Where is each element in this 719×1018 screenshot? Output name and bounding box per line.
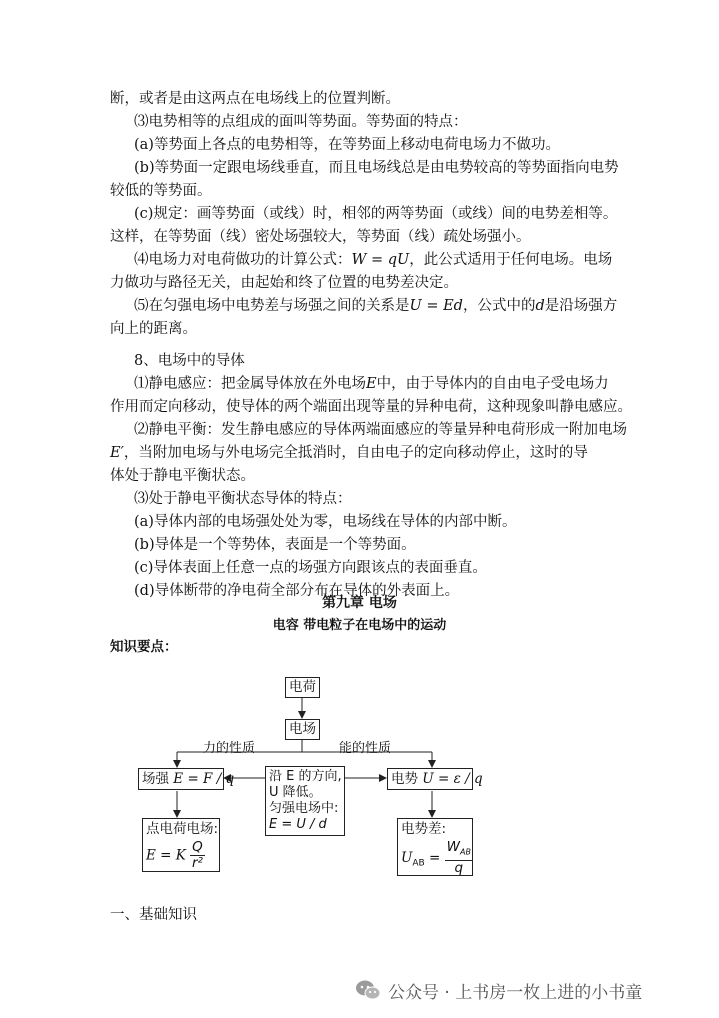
fraction-denominator: r² [191,855,203,871]
text-line: 作用而定向移动，使导体的两个端面出现等量的异种电荷，这种现象叫静电感应。 [110,399,632,415]
text-line: (b)导体是一个等势体，表面是一个等势面。 [134,537,416,553]
field-strength-formula: E = F / q [173,771,235,787]
potential-difference-label: 电势差: [401,821,447,837]
fraction-denominator: q [454,859,464,876]
diagram-node-charge: 电荷 [285,677,320,698]
uniform-field-line: 匀强电场中: [269,801,339,816]
text-line: ⑶处于静电平衡状态导体的特点： [134,491,352,507]
text-line: (c)导体表面上任意一点的场强方向跟该点的表面垂直。 [134,560,487,576]
text-line: (a)导体内部的电场强处处为零，电场线在导体的内部中断。 [134,514,517,530]
basics-heading: 一、基础知识 [110,907,197,923]
text-line: (a)等势面上各点的电势相等，在等势面上移动电荷电场力不做功。 [134,137,560,153]
distance-symbol: d [535,298,545,314]
watermark [354,975,642,1005]
potential-difference-formula [401,840,469,876]
fraction-numerator: Q [192,839,203,855]
pd-fraction [445,840,473,876]
field-symbol: E [366,376,377,392]
text-line: 这样，在等势面（线）密处场强较大，等势面（线）疏处场强小。 [110,229,531,245]
text-fragment: ，此公式适用于任何电场。电场 [409,252,613,268]
pd-numerator: W [446,839,460,855]
watermark-text: 公众号 · 上书房一枚上进的小书童 [388,982,643,1003]
uniform-field-line: 沿 E 的方向, [269,769,342,784]
text-fragment: ⑷电场力对电荷做功的计算公式： [134,252,352,268]
text-line: 向上的距离。 [110,321,197,337]
potential-formula: U = ε / q [422,771,483,787]
text-fragment: ⑴静电感应：把金属导体放在外电场 [134,376,366,392]
text-fragment: 是沿场强方 [544,298,618,314]
text-line: (b)等势面一定跟电场线垂直，而且电场线总是由电势较高的等势面指向电势 [134,160,619,176]
text-line: (c)规定：画等势面（或线）时，相邻的两等势面（或线）间的电势差相等。 [134,206,618,222]
pd-lhs-subscript: AB [412,858,425,869]
text-line: 较低的等势面。 [110,183,212,199]
text-line: (d)导体断带的净电荷全部分布在导体的外表面上。 [134,583,460,599]
section-heading: 8、电场中的导体 [134,353,245,369]
pd-equals: = [424,849,445,866]
text-line: 体处于静电平衡状态。 [110,468,255,484]
potential-label: 电势 [391,771,418,787]
pd-numerator-subscript: AB [460,847,471,857]
fraction-numerator [445,840,473,861]
uniform-field-formula: E = U / d [269,817,327,832]
text-line: ⑶电势相等的点组成的面叫等势面。等势面的特点： [134,114,468,130]
chapter-title: 第九章 电场 [322,595,397,611]
diagram-node-point-charge [142,818,220,872]
text-line: 力做功与路径无关，由起始和终了位置的电势差决定。 [110,275,458,291]
text-fragment: 中，由于导体内的自由电子受电场力 [376,376,609,392]
energy-property-label: 能的性质 [339,741,392,756]
potential-difference-formula: U = Ed [409,298,463,314]
field-strength-label: 场强 [142,771,169,787]
point-charge-formula [146,840,216,871]
field-prime-symbol: E′ [110,445,124,461]
diagram-node-field-strength [138,768,235,790]
work-formula: W = qU [351,252,410,268]
point-charge-fraction [190,840,205,871]
diagram-node-potential-difference [397,818,473,876]
text-fragment: ，公式中的 [462,298,536,314]
text-fragment: ⑸在匀强电场中电势差与场强之间的关系是 [134,298,410,314]
uniform-field-line: U 降低。 [269,785,322,800]
wechat-icon [354,978,382,1002]
diagram-node-potential [387,768,483,790]
section-title: 电容 带电粒子在电场中的运动 [272,618,447,633]
text-line: 断，或者是由这两点在电场线上的位置判断。 [110,91,400,107]
key-points-heading: 知识要点： [110,639,178,655]
text-line: ⑵静电平衡：发生静电感应的导体两端面感应的等量异种电荷形成一附加电场 [134,422,627,438]
diagram-node-field: 电场 [285,719,320,740]
diagram-node-uniform-field [265,766,345,836]
text-fragment: ，当附加电场与外电场完全抵消时，自由电子的定向移动停止，这时的导 [123,445,588,461]
pd-lhs: U [401,849,413,866]
force-property-label: 力的性质 [203,741,256,756]
point-charge-lhs: E = K [146,847,186,864]
point-charge-label: 点电荷电场: [146,821,219,837]
